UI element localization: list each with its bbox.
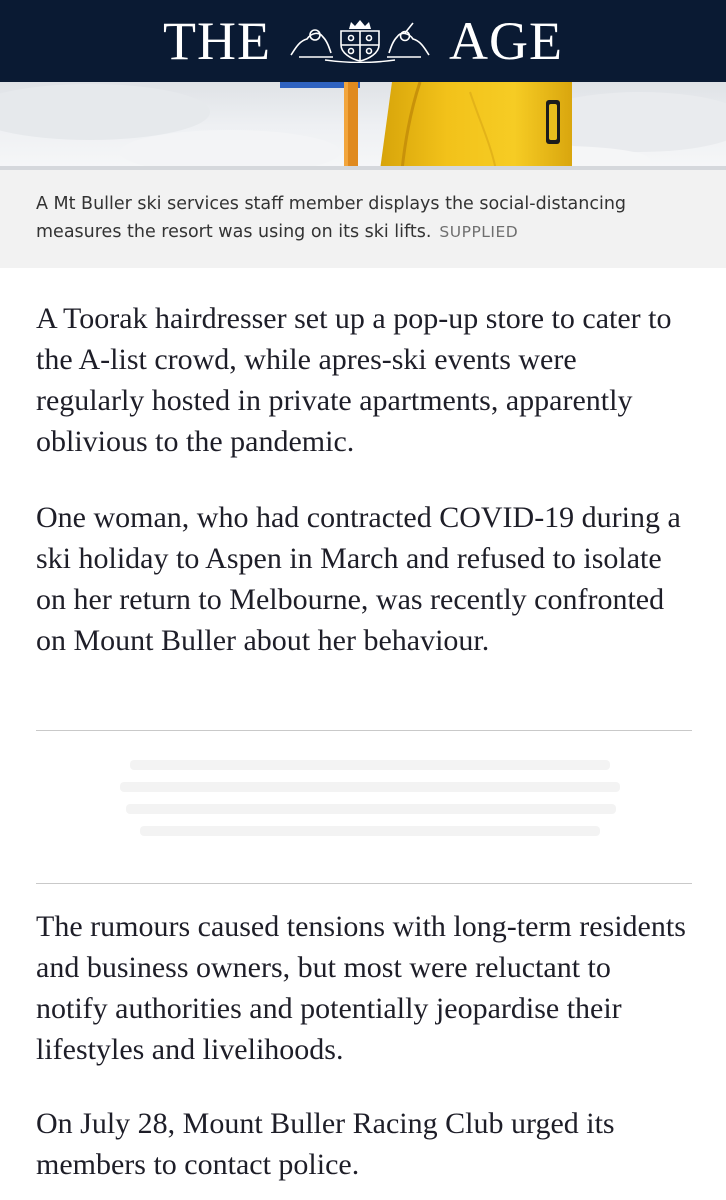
article-paragraph: A Toorak hairdresser set up a pop-up store to cater to the A-list crowd, while apres-ski events were regularly hosted in private apartments, apparently oblivious to the pandemic. [36, 302, 672, 458]
ad-placeholder-line [126, 804, 616, 814]
ad-placeholder-line [120, 782, 620, 792]
article-paragraph: On July 28, Mount Buller Racing Club urged its members to contact police. [36, 1107, 615, 1181]
article-paragraph: The rumours caused tensions with long-term residents and business owners, but most were reluctant to notify authorities and potentially jeopardise their lifestyles and livelihoods. [36, 910, 686, 1066]
ad-placeholder[interactable] [120, 754, 620, 840]
coat-of-arms-icon [285, 19, 435, 63]
ad-placeholder-line [140, 826, 600, 836]
hero-image [0, 82, 726, 170]
masthead-logo[interactable] [163, 11, 563, 71]
masthead-title-right: AGE [448, 11, 563, 71]
masthead [0, 0, 726, 82]
ad-divider-top [36, 730, 692, 731]
photo-caption [0, 170, 726, 268]
article-paragraph: One woman, who had contracted COVID-19 during a ski holiday to Aspen in March and refused to isolate on her return to Melbourne, was recently confronted on Mount Buller about her behaviour. [36, 501, 681, 657]
masthead-title-left: THE [163, 11, 271, 71]
ad-divider-bottom [36, 883, 692, 884]
ad-placeholder-line [130, 760, 610, 770]
caption-text: A Mt Buller ski services staff member displays the social-distancing measures the resort was using on its ski lifts. [36, 194, 627, 242]
caption-credit: SUPPLIED [439, 223, 519, 241]
ski-staff-photo [0, 82, 726, 170]
